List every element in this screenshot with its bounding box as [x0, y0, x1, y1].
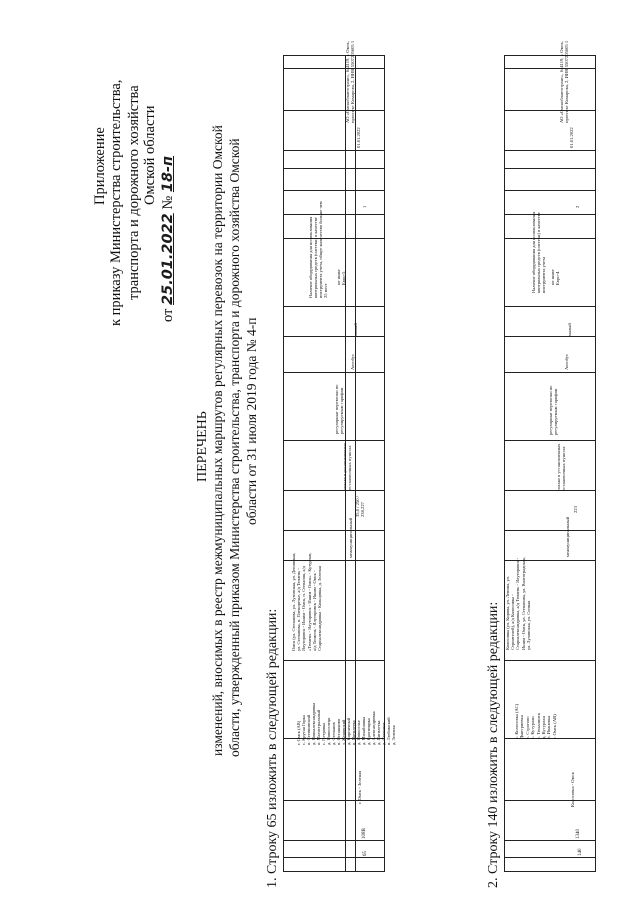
row65-order: только в установленных остановочных пунктах: [342, 442, 353, 490]
row140-vehicle: Автобус: [564, 353, 569, 370]
row65-num: 65: [363, 851, 368, 856]
row65-kind: межмуниципальный: [348, 517, 353, 558]
row140-kind: межмуниципальный: [565, 516, 570, 557]
doc-title-line3: области от 31 июля 2019 года № 4-п: [244, 317, 259, 525]
doc-heading: ПЕРЕЧЕНЬ: [195, 411, 210, 482]
appendix-line-region: Омской области: [142, 105, 158, 205]
row65-class: малый: [353, 323, 358, 336]
row65-eco: не ниже Евро-5: [336, 269, 347, 285]
row140-tariff: регулярные перевозки по регулируемым тарифам: [548, 385, 559, 435]
row140-name: Колосовка - Омск: [570, 772, 575, 807]
row65-vehicle: Автобус: [350, 353, 355, 370]
row65-count: 1: [362, 205, 367, 208]
row140-streets: Колосовка (ул. Кирова, ул. Ленина, ул. Строителей), а/д Колосовка - Староалександровка, а/д Тюмень - Ялуторовск - Ишим - Омск, ул. Степанова, ул. Волгоградская, ул. Лузинская, ул. Сенная: [505, 557, 531, 650]
row140-order: только в установленных остановочных пунктах: [556, 443, 567, 491]
appendix-date: 25.01.2022: [160, 213, 176, 305]
row140-count: 2: [575, 205, 580, 208]
row65-name: г. Омск - Зеленая: [357, 770, 362, 804]
doc-title-line2: области, утвержденный приказом Министерства строительства, транспорта и дорожного хозяйства Омской: [227, 138, 242, 757]
row65-equip: Наличие оборудования для использования контрольных средств (система) в качестве инструмента учета, общее количество больше чем 25 мест: [308, 201, 328, 298]
row65-reg: 108В: [362, 828, 367, 839]
row140-num: 140: [578, 848, 583, 856]
doc-title-line1: изменений, вносимых в реестр межмуниципальных маршрутов регулярных перевозок на территории Омской: [210, 125, 225, 756]
appendix-number: 18-п: [160, 155, 176, 193]
row65-tariff: регулярные перевозки по регулируемым тарифам: [334, 384, 345, 434]
appendix-line-order: к приказу Министерства строительства,: [108, 79, 124, 326]
row65-stops: г. Омск (АВ) с. Крутая Горка п. Степнинский д. Новоалександровка п. Магистральный с. Петровка д. Новоселецк д. Степанов п. Осташково з. Жуковский д. Кирпичный п. Пятилетка д. Новоселье д. Михайловка д. Красноярка д. Александровка д. Пятилетка д. Степанок п. Любимский д. Зеленая: [296, 702, 396, 745]
row140-stops: с. Колосовка (АС) Дмитриевка с. Строгово с. Кутурлан с. Тюкалинск д. Кутурлан п. Ивановка г. Омск (АВ): [514, 703, 557, 739]
appendix-label: Приложение: [92, 127, 108, 205]
row140-eco: не ниже Евро-4: [550, 269, 561, 285]
row140-reg: 1340: [576, 829, 581, 839]
section2-heading: 2. Строку 140 изложить в следующей редакции:: [486, 601, 501, 888]
section1-heading: 1. Строку 65 изложить в следующей редакции:: [265, 608, 280, 888]
row140-date: 01.01.2022: [569, 127, 574, 148]
row65-length: 35,0 / 250 / 238,227: [355, 496, 366, 517]
appendix-line-ministry: транспорта и дорожного хозяйства: [126, 85, 142, 300]
row140-class: малый: [567, 323, 572, 336]
row65-date: 01.01.2022: [356, 127, 361, 148]
row65-carrier: АО «Омскоблавтотранс», 644119, г. Омск, проспект Комарова, 2, ИНН 5507205605 1: [345, 40, 356, 123]
row140-equip: Наличие оборудования для использования контрольных средств (система) в качестве инструмента учета: [531, 211, 546, 293]
row140-length: 223: [573, 506, 578, 513]
row65-streets: Омск (ул. Степанова, ул. Лузинская, ул. Деповская, ул. Степанова, п. Пленоречье, а/д Тюмень - Ялуторовск - Ишим - Омск, п. Степанок, а/д «Тюмень - Ялуторовск - Ишим - Омск» - Кутурлан, а/д Тюмень - Ялуторовск - Ишим - Омск - Староалександровка - Кольцовка, д. Зеленая: [291, 552, 323, 651]
appendix-date-line: от 25.01.2022 № 18-п: [160, 155, 176, 322]
row140-carrier: АО «Омскоблавтотранс», 644119, г. Омск, проспект Комарова, 2, ИНН 5507205605 1: [559, 40, 570, 123]
